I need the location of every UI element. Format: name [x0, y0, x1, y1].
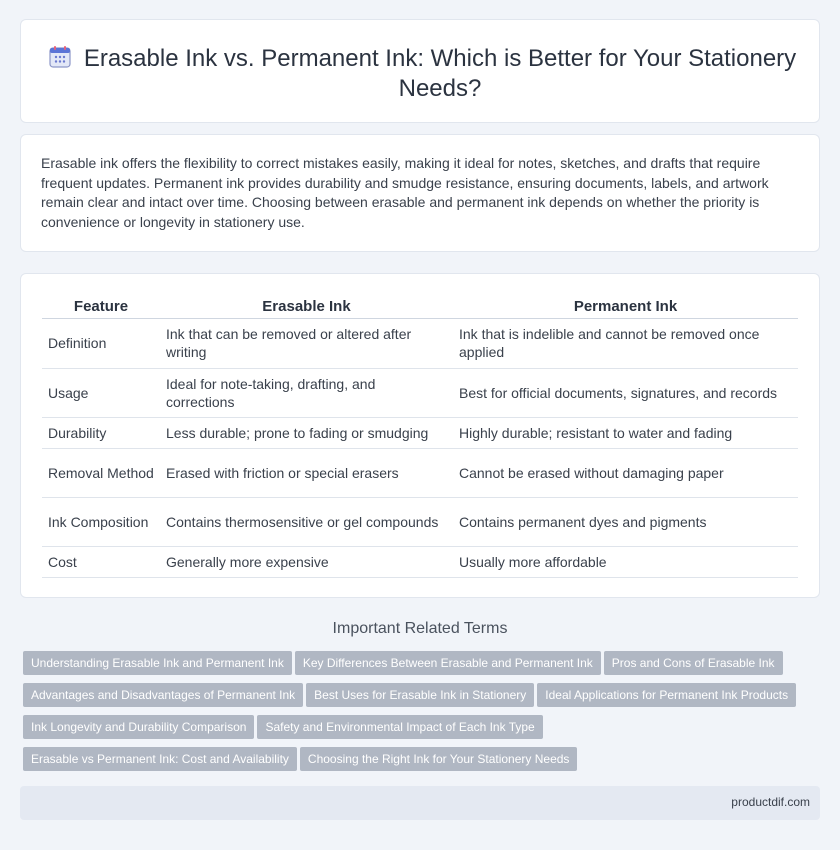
table-row: [42, 546, 798, 577]
comparison-card: [20, 273, 820, 598]
comparison-table: [42, 296, 798, 578]
header-feature: Feature: [42, 296, 160, 318]
permanent-cell: Ink that is indelible and cannot be removed once applied: [453, 318, 798, 368]
intro-text: Erasable ink offers the flexibility to correct mistakes easily, making it ideal for notes, sketches, and drafts that require frequent updates. Permanent ink provides durability and smudge resistance, ensuring documents, labels, and artwork remain clear and intact over time. Choosing between erasable and permanent ink depends on whether the priority is convenience or longevity in stationery use.: [41, 155, 769, 230]
permanent-cell: Usually more affordable: [453, 546, 798, 577]
related-terms-title: Important Related Terms: [332, 620, 508, 637]
header-permanent: Permanent Ink: [453, 296, 798, 318]
related-term-link[interactable]: Erasable vs Permanent Ink: Cost and Availability: [23, 747, 297, 771]
table-row: [42, 417, 798, 448]
permanent-cell: Highly durable; resistant to water and fading: [453, 417, 798, 448]
tag-row: [23, 651, 823, 683]
table-row: [42, 368, 798, 417]
related-term-link[interactable]: Safety and Environmental Impact of Each Ink Type: [257, 715, 542, 739]
tag-row: [23, 683, 823, 715]
table-row: [42, 497, 798, 546]
feature-cell: Ink Composition: [42, 497, 160, 546]
table-row: [42, 448, 798, 497]
related-terms-list: [23, 651, 823, 779]
related-term-link[interactable]: Best Uses for Erasable Ink in Stationery: [306, 683, 534, 707]
related-term-link[interactable]: Key Differences Between Erasable and Permanent Ink: [295, 651, 601, 675]
intro-card: [20, 134, 820, 252]
feature-cell: Cost: [42, 546, 160, 577]
erasable-cell: Contains thermosensitive or gel compounds: [160, 497, 453, 546]
erasable-cell: Erased with friction or special erasers: [160, 448, 453, 497]
calendar-icon: [48, 45, 72, 69]
feature-cell: Definition: [42, 318, 160, 368]
tag-row: [23, 715, 823, 747]
related-term-link[interactable]: Pros and Cons of Erasable Ink: [604, 651, 783, 675]
related-term-link[interactable]: Understanding Erasable Ink and Permanent Ink: [23, 651, 292, 675]
tag-row: [23, 747, 823, 779]
erasable-cell: Ink that can be removed or altered after writing: [160, 318, 453, 368]
erasable-cell: Ideal for note-taking, drafting, and corrections: [160, 368, 453, 417]
table-row: [42, 318, 798, 368]
header-card: [20, 19, 820, 123]
feature-cell: Removal Method: [42, 448, 160, 497]
feature-cell: Usage: [42, 368, 160, 417]
permanent-cell: Best for official documents, signatures, and records: [453, 368, 798, 417]
related-term-link[interactable]: Ideal Applications for Permanent Ink Products: [537, 683, 796, 707]
footer-bar: [20, 786, 820, 820]
permanent-cell: Contains permanent dyes and pigments: [453, 497, 798, 546]
erasable-cell: Less durable; prone to fading or smudging: [160, 417, 453, 448]
related-term-link[interactable]: Ink Longevity and Durability Comparison: [23, 715, 254, 739]
permanent-cell: Cannot be erased without damaging paper: [453, 448, 798, 497]
header-erasable: Erasable Ink: [160, 296, 453, 318]
site-name[interactable]: productdif.com: [731, 795, 810, 809]
page-title: Erasable Ink vs. Permanent Ink: Which is Better for Your Stationery Needs?: [83, 45, 797, 102]
related-term-link[interactable]: Advantages and Disadvantages of Permanent Ink: [23, 683, 303, 707]
feature-cell: Durability: [42, 417, 160, 448]
related-term-link[interactable]: Choosing the Right Ink for Your Stationery Needs: [300, 747, 578, 771]
erasable-cell: Generally more expensive: [160, 546, 453, 577]
table-header-row: [42, 296, 798, 318]
